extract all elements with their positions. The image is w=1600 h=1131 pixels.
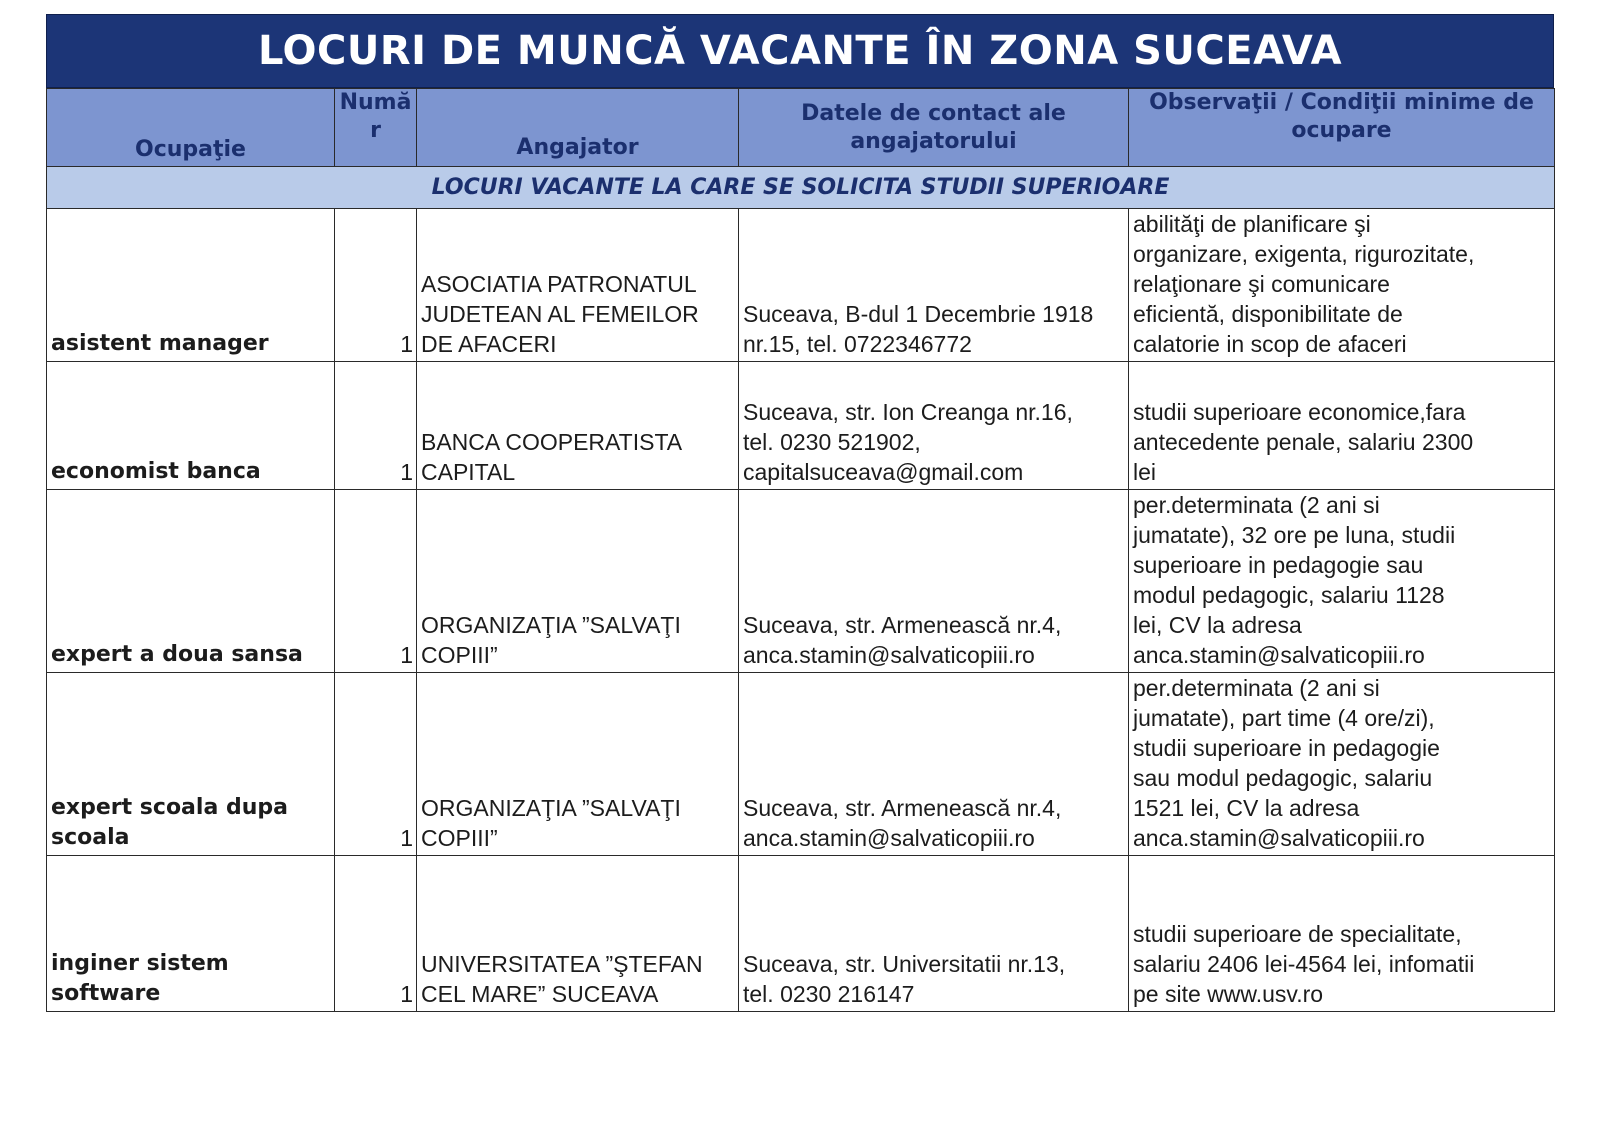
cell-numar: 1: [335, 490, 417, 673]
cell-contact: Suceava, str. Ion Creanga nr.16, tel. 0230 521902, capitalsuceava@gmail.com: [739, 362, 1129, 490]
cell-observatii: studii superioare economice,fara antecedente penale, salariu 2300 lei: [1129, 362, 1555, 490]
cell-ocupatie: inginer sistem software: [47, 856, 335, 1012]
cell-ocupatie: economist banca: [47, 362, 335, 490]
column-header-numar: Numă r: [335, 89, 417, 167]
job-listings-sheet: [46, 14, 1554, 1012]
cell-contact: Suceava, str. Armenească nr.4, anca.stamin@salvaticopiii.ro: [739, 490, 1129, 673]
cell-numar: 1: [335, 673, 417, 856]
table-row: [47, 209, 1555, 362]
job-listings-table: [46, 88, 1555, 1012]
cell-angajator: ORGANIZAŢIA ”SALVAŢI COPIII”: [417, 673, 739, 856]
table-header-row: [47, 89, 1555, 167]
cell-contact: Suceava, str. Armenească nr.4, anca.stamin@salvaticopiii.ro: [739, 673, 1129, 856]
cell-numar: 1: [335, 209, 417, 362]
cell-angajator: UNIVERSITATEA ”ŞTEFAN CEL MARE” SUCEAVA: [417, 856, 739, 1012]
cell-angajator: ORGANIZAŢIA ”SALVAŢI COPIII”: [417, 490, 739, 673]
cell-ocupatie: asistent manager: [47, 209, 335, 362]
page-title: LOCURI DE MUNCĂ VACANTE ÎN ZONA SUCEAVA: [46, 14, 1554, 88]
cell-observatii: per.determinata (2 ani si jumatate), part time (4 ore/zi), studii superioare in pedagogie sau modul pedagogic, salariu 1521 lei, CV la adresa anca.stamin@salvaticopiii.ro: [1129, 673, 1555, 856]
cell-observatii: per.determinata (2 ani si jumatate), 32 ore pe luna, studii superioare in pedagogie sau modul pedagogic, salariu 1128 lei, CV la adresa anca.stamin@salvaticopiii.ro: [1129, 490, 1555, 673]
section-header-row: [47, 167, 1555, 209]
cell-ocupatie: expert scoala dupa scoala: [47, 673, 335, 856]
table-row: [47, 856, 1555, 1012]
column-header-observatii: Observaţii / Condiţii minime de ocupare: [1129, 89, 1555, 167]
cell-contact: Suceava, B-dul 1 Decembrie 1918 nr.15, tel. 0722346772: [739, 209, 1129, 362]
cell-numar: 1: [335, 362, 417, 490]
cell-observatii: studii superioare de specialitate, salariu 2406 lei-4564 lei, infomatii pe site www.usv.ro: [1129, 856, 1555, 1012]
cell-contact: Suceava, str. Universitatii nr.13, tel. 0230 216147: [739, 856, 1129, 1012]
section-title: LOCURI VACANTE LA CARE SE SOLICITA STUDII SUPERIOARE: [47, 167, 1555, 209]
table-row: [47, 673, 1555, 856]
column-header-angajator: Angajator: [417, 89, 739, 167]
cell-ocupatie: expert a doua sansa: [47, 490, 335, 673]
cell-angajator: BANCA COOPERATISTA CAPITAL: [417, 362, 739, 490]
table-row: [47, 362, 1555, 490]
column-header-ocupatie: Ocupaţie: [47, 89, 335, 167]
column-header-contact: Datele de contact ale angajatorului: [739, 89, 1129, 167]
cell-numar: 1: [335, 856, 417, 1012]
cell-observatii: abilităţi de planificare şi organizare, exigenta, rigurozitate, relaţionare şi comunicare eficientă, disponibilitate de calatorie in scop de afaceri: [1129, 209, 1555, 362]
table-row: [47, 490, 1555, 673]
cell-angajator: ASOCIATIA PATRONATUL JUDETEAN AL FEMEILOR DE AFACERI: [417, 209, 739, 362]
